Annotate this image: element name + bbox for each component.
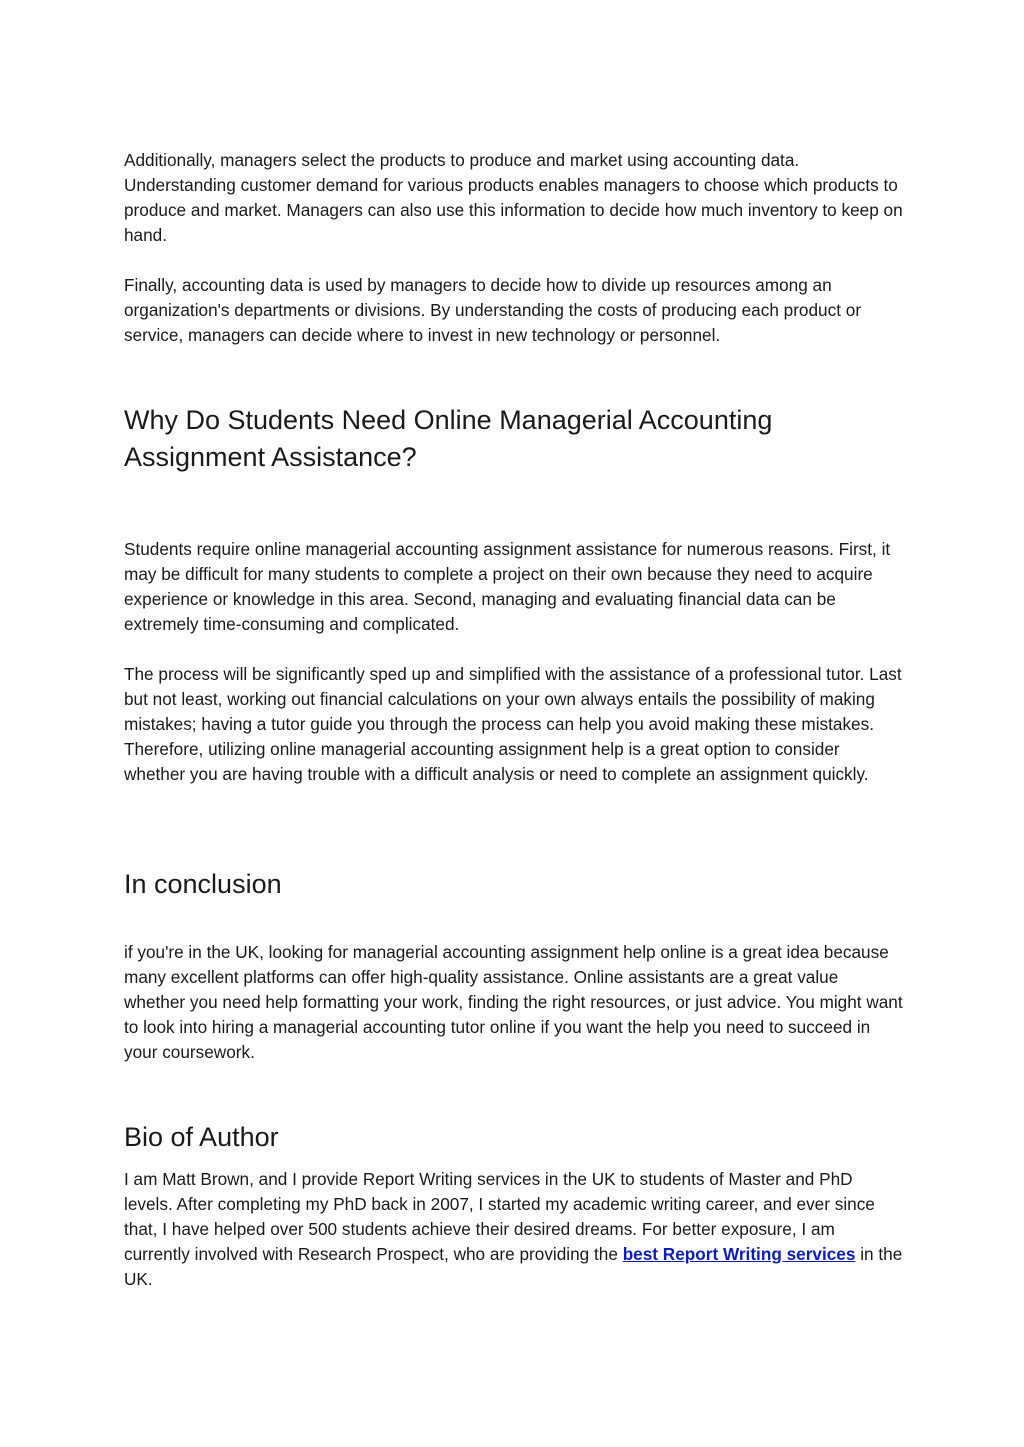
paragraph-author-bio [124, 1167, 904, 1292]
bio-text-after-link: in the UK. [124, 1244, 903, 1289]
paragraph-resource-allocation: Finally, accounting data is used by managers to decide how to divide up resources among an organization's departments or divisions. By understanding the costs of producing each product or service, managers can decide where to invest in new technology or personnel. [124, 275, 862, 345]
paragraph-product-selection: Additionally, managers select the products to produce and market using accounting data. Understanding customer demand for various products enables managers to choose which products to produce and market. Managers can also use this information to decide how much inventory to keep on hand. [124, 150, 903, 245]
heading-why-students-need-assistance: Why Do Students Need Online Managerial Accounting Assignment Assistance? [124, 405, 773, 472]
paragraph-conclusion: if you're in the UK, looking for managerial accounting assignment help online is a great idea because many excellent platforms can offer high-quality assistance. Online assistants are a great value whether you need help formatting your work, finding the right resources, or just advice. You might want to look into hiring a managerial accounting tutor online if you want the help you need to succeed in your coursework. [124, 942, 903, 1062]
heading-in-conclusion: In conclusion [124, 869, 282, 899]
report-writing-services-link[interactable]: best Report Writing services [622, 1244, 856, 1264]
bio-text-before-link: I am Matt Brown, and I provide Report Writing services in the UK to students of Master and PhD levels. After completing my PhD back in 2007, I started my academic writing career, and ever since that, I have helped over 500 students achieve their desired dreams. For better exposure, I am currently involved with Research Prospect, who are providing the [124, 1169, 875, 1264]
paragraph-reasons: Students require online managerial accounting assignment assistance for numerous reasons. First, it may be difficult for many students to complete a project on their own because they need to acquire experience or knowledge in this area. Second, managing and evaluating financial data can be extremely time-consuming and complicated. [124, 539, 891, 634]
heading-bio-of-author: Bio of Author [124, 1122, 279, 1152]
paragraph-tutor-benefits: The process will be significantly sped up and simplified with the assistance of a professional tutor. Last but not least, working out financial calculations on your own always entails the possibility of making mistakes; having a tutor guide you through the process can help you avoid making these mistakes. Therefore, utilizing online managerial accounting assignment help is a great option to consider whether you are having trouble with a difficult analysis or need to complete an assignment quickly. [124, 664, 902, 784]
